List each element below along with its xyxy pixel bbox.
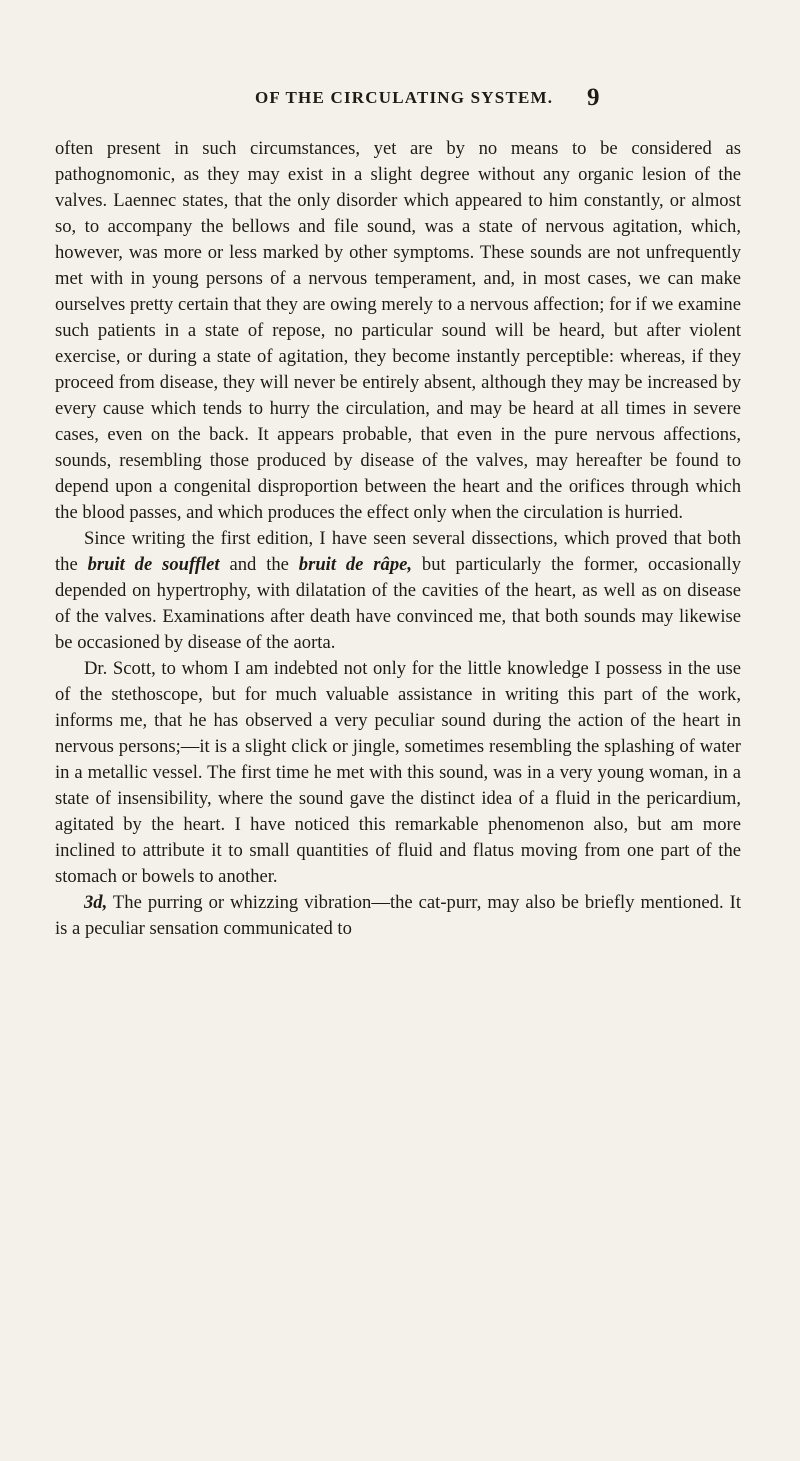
- paragraph-text: Since writing the first edition, I have seen several dissections, which proved that both the: [55, 528, 741, 575]
- paragraph-text: but particularly the former, occasionally depended on hypertrophy, with dilatation of the cavities of the heart, as well as on disease of the valves. Examinations after death have convinced me, that both sounds may likewise be occasioned by disease of the aorta.: [55, 554, 741, 653]
- paragraph-dr-scott: Dr. Scott, to whom I am indebted not only for the little knowledge I possess in the use of the stethoscope, but for much valuable assistance in writing this part of the work, informs me, that he has observed a very peculiar sound during the action of the heart in nervous persons;—it is a slight click or jingle, sometimes resembling the splashing of water in a metallic vessel. The first time he met with this sound, was in a very young woman, in a state of insensibility, where the sound gave the distinct idea of a fluid in the pericardium, agitated by the heart. I have noticed this remarkable phenomenon also, but am more inclined to attribute it to small quantities of fluid and flatus moving from one part of the stomach or bowels to another.: [55, 658, 741, 887]
- paragraph-cat-purr: [55, 890, 741, 942]
- paragraph-text: The purring or whizzing vibration—the cat-purr, may also be briefly mentioned. It is a peculiar sensation communicated to: [55, 892, 741, 939]
- body-text: [55, 136, 741, 942]
- paragraph-dissections: [55, 526, 741, 656]
- italic-term: bruit de râpe,: [298, 554, 413, 575]
- paragraph-continuation: often present in such circumstances, yet are by no means to be considered as pathognomonic, as they may exist in a slight degree without any organic lesion of the valves. Laennec states, that the only disorder which appeared to him constantly, or almost so, to accompany the bellows and file sound, was a state of nervous agitation, which, however, was more or less marked by other symptoms. These sounds are not unfrequently met with in young persons of a nervous temperament, and, in most cases, we can make ourselves pretty certain that they are owing merely to a nervous affection; for if we examine such patients in a state of repose, no particular sound will be heard, but after violent exercise, or during a state of agitation, they become instantly perceptible: whereas, if they proceed from disease, they will never be entirely absent, although they may be increased by every cause which tends to hurry the circulation, and may be heard at all times in severe cases, even on the back. It appears probable, that even in the pure nervous affections, sounds, resembling those produced by disease of the valves, may hereafter be found to depend upon a congenital disproportion between the heart and the orifices through which the blood passes, and which produces the effect only when the circulation is hurried.: [55, 138, 741, 523]
- page-number: 9: [587, 84, 600, 111]
- running-head: [0, 84, 800, 112]
- italic-term: bruit de soufflet: [87, 554, 220, 575]
- paragraph-text: and the: [219, 554, 299, 575]
- section-ordinal: 3d,: [84, 892, 108, 913]
- running-title: OF THE CIRCULATING SYSTEM.: [255, 88, 554, 107]
